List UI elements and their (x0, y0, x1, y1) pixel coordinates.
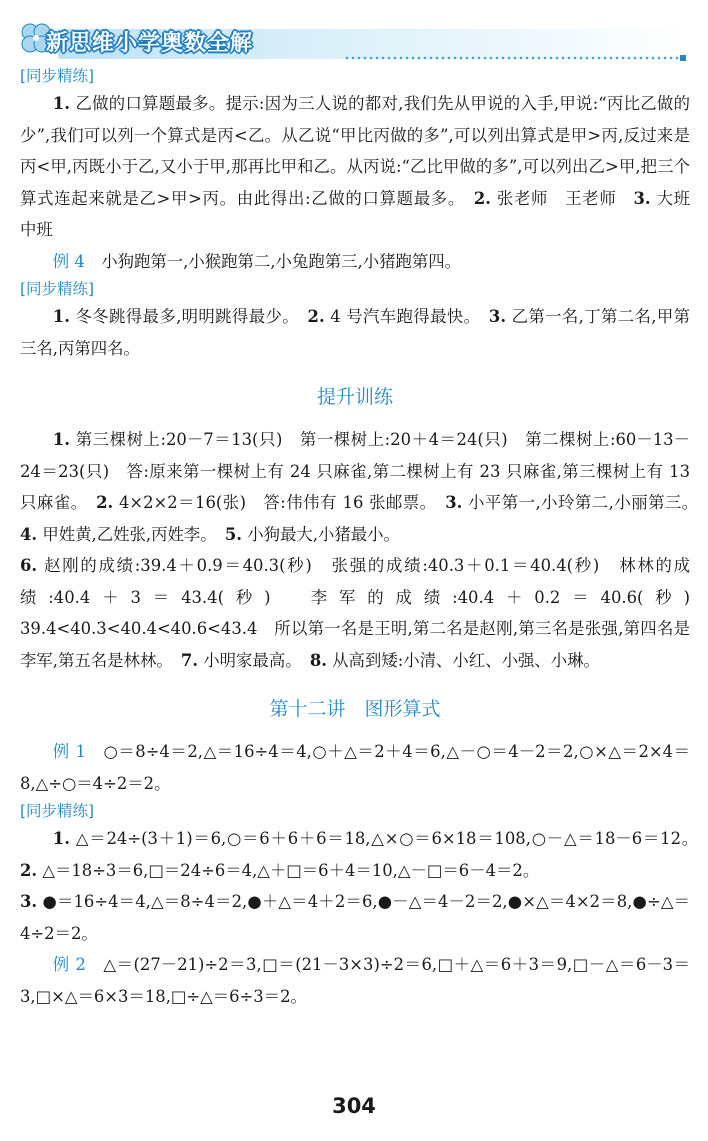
item-number: 2. (20, 860, 38, 880)
example-label: 例 2 (52, 955, 86, 974)
paragraph (20, 886, 690, 949)
item-number: 3. (488, 307, 507, 326)
answer-text: 4 号汽车跑得最快。 (330, 307, 473, 326)
paragraph (20, 550, 707, 676)
example-text: ○＝8÷4＝2,△＝16÷4＝4,○＋△＝2＋4＝6,△－○＝4－2＝2,○×△＝2×4＝8,△÷○＝4÷2＝2。 (20, 742, 691, 793)
item-number: 3. (20, 892, 38, 911)
header-end-square (680, 55, 686, 61)
answer-text: 小狗最大,小猪最小。 (247, 524, 400, 544)
item-number: 1. (52, 430, 70, 449)
example-text: △＝(27－21)÷2＝3,□＝(21－3×3)÷2＝6,□＋△＝6＋3＝9,□－△＝6－3＝3,□×△＝6×3＝18,□÷△＝6÷3＝2。 (20, 955, 691, 1006)
header-dotted-line (344, 56, 684, 60)
answer-text: 赵刚的成绩:39.4＋0.9＝40.3(秒) 张强的成绩:40.3＋0.1＝40.4(秒) 林林的成绩:40.4＋3＝43.4(秒) 李军的成绩:40.4＋0.2＝40.6(秒) 39.4<40.3<40.4<40.6<43.4 所以第一名是王明,第二名是赵刚,第三名是张强,第四名是李军,第五名是林林。 (20, 556, 707, 670)
lecture-title: 第十二讲 图形算式 (269, 698, 441, 720)
answer-text: 小平第一,小玲第二,小丽第三。 (468, 493, 690, 512)
item-number: 3. (633, 188, 651, 208)
item-number: 5. (224, 524, 242, 544)
answer-text: 大班 中班 (20, 188, 707, 239)
answer-text: ●＝16÷4＝4,△＝8÷4＝2,●＋△＝4＋2＝6,●－△＝4－2＝2,●×△＝4×2＝8,●÷△＝4÷2＝2。 (20, 892, 690, 943)
example-paragraph (20, 736, 690, 799)
section-label: [同步精练] (20, 802, 95, 820)
item-number: 2. (96, 493, 114, 512)
answer-text: 乙做的口算题最多。提示:因为三人说的都对,我们先从甲说的入手,甲说:“丙比乙做的少”,我们可以列一个算式是丙<乙。从乙说“甲比丙做的多”,可以列出算式是甲>丙,反过来是丙<甲,丙既小于乙,又小于甲,那再比甲和乙。从丙说:“乙比甲做的多”,可以列出乙>甲,把三个算式连起来就是乙>甲>丙。由此得出:乙做的口算题最多。 (20, 94, 691, 208)
item-number: 1. (52, 829, 70, 848)
answer-text: 张老师 王老师 (496, 188, 617, 208)
item-number: 1. (52, 307, 70, 326)
paragraph (20, 823, 690, 886)
page-number: 304 (332, 1094, 376, 1118)
section-label: [同步精练] (20, 67, 95, 85)
item-number: 4. (20, 524, 38, 544)
page-content (20, 64, 707, 1012)
paragraph (20, 88, 707, 246)
paragraph (20, 301, 690, 364)
section-label: [同步精练] (20, 280, 95, 298)
example-label: 例 1 (52, 742, 86, 761)
paragraph (20, 424, 690, 550)
item-number: 8. (309, 650, 327, 670)
item-number: 6. (20, 556, 38, 575)
item-number: 7. (180, 650, 199, 670)
answer-text: 从高到矮:小清、小红、小强、小琳。 (332, 650, 600, 670)
example-text: 小狗跑第一,小猴跑第二,小兔跑第三,小猪跑第四。 (101, 251, 462, 271)
item-number: 3. (445, 493, 463, 512)
section-title: 提升训练 (316, 386, 393, 408)
page-header (14, 20, 690, 60)
item-number: 2. (307, 307, 325, 326)
book-title: 新思维小学奥数全解 (46, 31, 254, 56)
example-label: 例 4 (52, 251, 85, 271)
item-number: 2. (473, 188, 491, 208)
answer-text: 甲姓黄,乙姓张,丙姓李。 (42, 524, 209, 544)
example-paragraph (20, 949, 690, 1012)
answer-text: 乙第一名,丁第二名,甲第三名,丙第四名。 (20, 307, 691, 358)
answer-text: △＝18÷3＝6,□＝24÷6＝4,△＋□＝6＋4＝10,△－□＝6－4＝2。 (42, 860, 540, 880)
answer-text: 第三棵树上:20－7＝13(只) 第一棵树上:20＋4＝24(只) 第二棵树上:60－13－24＝23(只) 答:原来第一棵树上有 24 只麻雀,第二棵树上有 23 只麻雀,第三棵树上有 13 只麻雀。 (20, 430, 690, 512)
item-number: 1. (52, 94, 70, 113)
answer-text: 小明家最高。 (203, 650, 294, 670)
answer-text: 冬冬跳得最多,明明跳得最少。 (75, 307, 291, 326)
example-paragraph (20, 246, 690, 278)
answer-text: △＝24÷(3＋1)＝6,○＝6＋6＋6＝18,△×○＝6×18＝108,○－△＝18－6＝12。 (75, 829, 690, 848)
answer-text: 4×2×2＝16(张) 答:伟伟有 16 张邮票。 (118, 493, 429, 512)
